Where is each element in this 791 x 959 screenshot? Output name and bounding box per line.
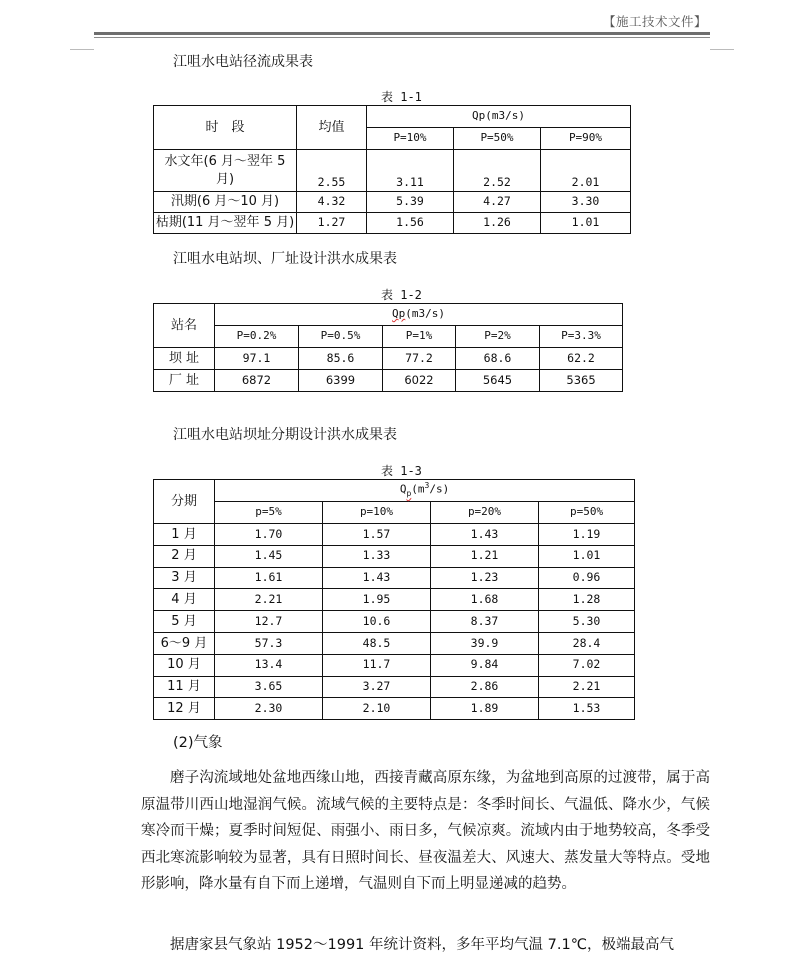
row-label: 水文年(6 月～翌年 5 月) xyxy=(154,150,297,192)
cell-value: 11.7 xyxy=(323,654,431,676)
table3-title: 江咀水电站坝址分期设计洪水成果表 xyxy=(173,427,397,443)
cell-value: 5.30 xyxy=(539,611,635,633)
cell-value: 2.21 xyxy=(215,589,323,611)
header-p50: P=50% xyxy=(454,128,541,150)
document-category-tag: 【施工技术文件】 xyxy=(602,14,707,29)
cell-value: 13.4 xyxy=(215,654,323,676)
next-paragraph-partial xyxy=(141,932,710,959)
table-row xyxy=(154,524,635,546)
cell-value: 1.56 xyxy=(367,213,454,234)
cell-value: 6399 xyxy=(299,370,383,392)
header-p2: P=2% xyxy=(456,326,540,348)
climate-paragraph xyxy=(141,765,710,898)
header-p0-2: P=0.2% xyxy=(215,326,299,348)
cell-value: 1.45 xyxy=(215,545,323,567)
next-paragraph-text: 据唐家县气象站 1952～1991 年统计资料，多年平均气温 7.1℃，极端最高气 xyxy=(170,937,674,953)
table-row xyxy=(154,567,635,589)
cell-value: 48.5 xyxy=(323,632,431,654)
cell-value: 85.6 xyxy=(299,348,383,370)
header-rule-thin xyxy=(94,37,710,38)
cell-value: 9.84 xyxy=(431,654,539,676)
header-p1: P=1% xyxy=(383,326,456,348)
cell-value: 1.95 xyxy=(323,589,431,611)
header-p90: P=90% xyxy=(541,128,631,150)
cell-value: 6022 xyxy=(383,370,456,392)
header-rule-thick xyxy=(94,32,710,35)
cell-value: 8.37 xyxy=(431,611,539,633)
cell-value: 1.53 xyxy=(539,698,635,720)
cell-value: 68.6 xyxy=(456,348,540,370)
cell-value: 1.23 xyxy=(431,567,539,589)
table-row xyxy=(154,213,631,234)
table-row xyxy=(154,654,635,676)
cell-mean: 2.55 xyxy=(297,150,367,192)
header-qp: $Q_p(m^3/s)$ xyxy=(215,480,635,502)
table2-title: 江咀水电站坝、厂址设计洪水成果表 xyxy=(173,251,397,267)
header-station: 站名 xyxy=(154,304,215,348)
row-label: 2 月 xyxy=(154,545,215,567)
header-qp: Qp(m3/s) xyxy=(367,106,631,128)
cell-value: 1.68 xyxy=(431,589,539,611)
cell-value: 4.27 xyxy=(454,192,541,213)
table-row xyxy=(154,676,635,698)
table-row xyxy=(154,698,635,720)
cell-value: 3.65 xyxy=(215,676,323,698)
cell-value: 2.10 xyxy=(323,698,431,720)
cell-value: 5645 xyxy=(456,370,540,392)
header-p20: p=20% xyxy=(431,502,539,524)
row-label: 坝 址 xyxy=(154,348,215,370)
table-row xyxy=(154,589,635,611)
row-label: 枯期(11 月～翌年 5 月) xyxy=(154,213,297,234)
cell-value: 77.2 xyxy=(383,348,456,370)
table-row xyxy=(154,370,623,392)
table1-caption: 表 1-1 xyxy=(381,90,422,104)
cell-value: 1.01 xyxy=(539,545,635,567)
cell-value: 6872 xyxy=(215,370,299,392)
table2-caption: 表 1-2 xyxy=(381,288,422,302)
cell-value: 97.1 xyxy=(215,348,299,370)
cell-value: 3.27 xyxy=(323,676,431,698)
row-label: 4 月 xyxy=(154,589,215,611)
header-p10: P=10% xyxy=(367,128,454,150)
cell-value: 5.39 xyxy=(367,192,454,213)
table3-caption: 表 1-3 xyxy=(381,464,422,478)
row-label: 3 月 xyxy=(154,567,215,589)
table-row xyxy=(154,192,631,213)
cell-value: 2.52 xyxy=(454,150,541,192)
cell-value: 1.01 xyxy=(541,213,631,234)
cell-value: 57.3 xyxy=(215,632,323,654)
cell-mean: 4.32 xyxy=(297,192,367,213)
table-row xyxy=(154,611,635,633)
cell-value: 1.57 xyxy=(323,524,431,546)
row-label: 汛期(6 月～10 月) xyxy=(154,192,297,213)
cell-value: 3.30 xyxy=(541,192,631,213)
cell-value: 7.02 xyxy=(539,654,635,676)
cell-value: 1.21 xyxy=(431,545,539,567)
cell-value: 10.6 xyxy=(323,611,431,633)
cell-value: 28.4 xyxy=(539,632,635,654)
cell-value: 2.01 xyxy=(541,150,631,192)
cell-value: 2.86 xyxy=(431,676,539,698)
climate-paragraph-text: 磨子沟流域地处盆地西缘山地，西接青藏高原东缘，为盆地到高原的过渡带，属于高原温带川西山地湿润气候。流域气候的主要特点是：冬季时间长、气温低、降水少，气候寒冷而干燥；夏季时间短促、雨强小、雨日多，气候凉爽。流域内由于地势较高，冬季受西北寒流影响较为显著，具有日照时间长、昼夜温差大、风速大、蒸发量大等特点。受地形影响，降水量有自下而上递增，气温则自下而上明显递减的趋势。 xyxy=(141,770,710,892)
table-row xyxy=(154,150,631,192)
cell-value: 1.26 xyxy=(454,213,541,234)
cell-value: 3.11 xyxy=(367,150,454,192)
header-p50: p=50% xyxy=(539,502,635,524)
row-label: 11 月 xyxy=(154,676,215,698)
cell-value: 1.89 xyxy=(431,698,539,720)
table1-title: 江咀水电站径流成果表 xyxy=(173,54,313,70)
cell-value: 1.43 xyxy=(323,567,431,589)
cell-value: 1.61 xyxy=(215,567,323,589)
cell-value: 2.21 xyxy=(539,676,635,698)
cell-value: 62.2 xyxy=(540,348,623,370)
cell-value: 1.33 xyxy=(323,545,431,567)
table-row xyxy=(154,348,623,370)
cell-value: 1.43 xyxy=(431,524,539,546)
header-period: 时 段 xyxy=(154,106,297,150)
row-label: 6～9 月 xyxy=(154,632,215,654)
cell-value: 2.30 xyxy=(215,698,323,720)
cell-value: 1.19 xyxy=(539,524,635,546)
header-mean: 均值 xyxy=(297,106,367,150)
runoff-results-table xyxy=(153,105,631,234)
header-p5: p=5% xyxy=(215,502,323,524)
table-row xyxy=(154,632,635,654)
row-label: 1 月 xyxy=(154,524,215,546)
header-p3-3: P=3.3% xyxy=(540,326,623,348)
row-label: 12 月 xyxy=(154,698,215,720)
header-qp: Qp(m3/s) xyxy=(215,304,623,326)
cell-value: 0.96 xyxy=(539,567,635,589)
cell-value: 12.7 xyxy=(215,611,323,633)
table-row xyxy=(154,545,635,567)
row-label: 5 月 xyxy=(154,611,215,633)
margin-corner-mark-left xyxy=(70,49,94,50)
cell-mean: 1.27 xyxy=(297,213,367,234)
row-label: 10 月 xyxy=(154,654,215,676)
header-p0-5: P=0.5% xyxy=(299,326,383,348)
row-label: 厂 址 xyxy=(154,370,215,392)
cell-value: 1.28 xyxy=(539,589,635,611)
climate-heading: (2)气象 xyxy=(173,735,223,751)
cell-value: 39.9 xyxy=(431,632,539,654)
cell-value: 5365 xyxy=(540,370,623,392)
dam-plant-flood-table xyxy=(153,303,623,392)
header-period: 分期 xyxy=(154,480,215,524)
cell-value: 1.70 xyxy=(215,524,323,546)
staged-flood-table xyxy=(153,479,635,720)
header-p10: p=10% xyxy=(323,502,431,524)
margin-corner-mark-right xyxy=(710,49,734,50)
